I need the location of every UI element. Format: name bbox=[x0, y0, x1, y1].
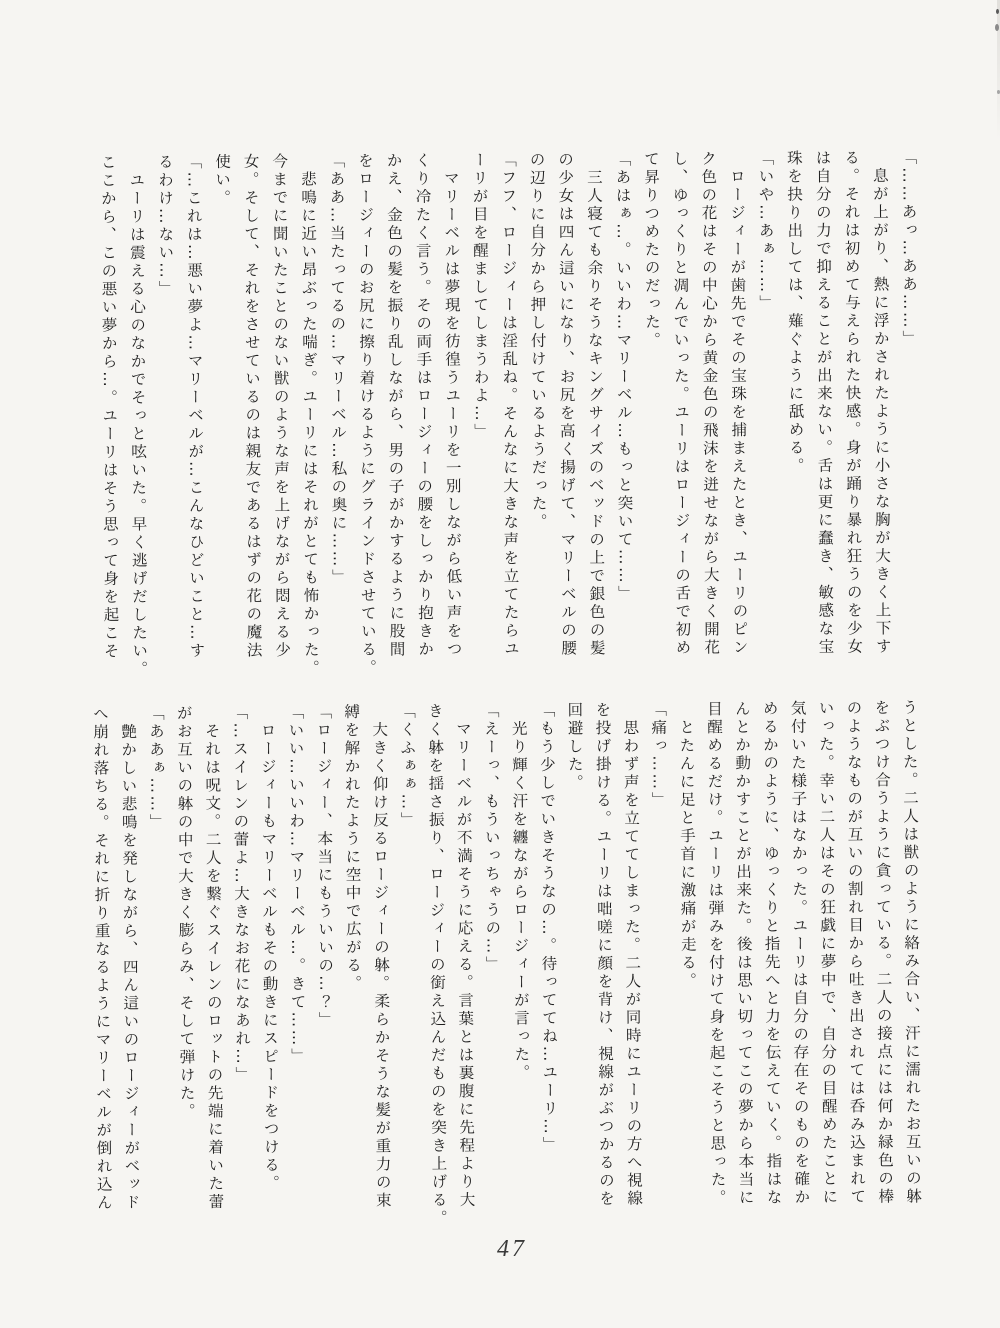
scan-artifact bbox=[995, 24, 999, 31]
scan-artifact bbox=[996, 9, 999, 14]
story-text-block-top: 「……あっ…ああ……」 息が上がり、熱に浮かされたように小さな胸が大きく上下す る。それは初めて与えられた快感。身が踊り暴れ狂うのを少女 は自分の力で抑えることが出来ない。舌は更に蠢き、敏感な宝 珠を抉り出しては、薙ぐように舐める。 「いや…あぁ……」 ロージィーが歯先でその宝珠を捕まえたとき、ユーリのピン ク色の花はその中心から黄金色の飛沫を迸せながら大きく開花 し、ゆっくりと凋んでいった。ユーリはロージィーの舌で初め て昇りつめたのだった。 「あはぁ…。いいわ…マリーベル…もっと突いて……」 三人寝ても余りそうなキングサイズのベッドの上で銀色の髪 の少女は四ん這いになり、お尻を高く揚げて、マリーベルの腰 の辺りに自分から押し付けているようだった。 「フフ、ロージィーは淫乱ね。そんなに大きな声を立てたらユ ーリが目を醒ましてしまうわよ…」 マリーベルは夢現を彷徨うユーリを一別しながら低い声をつ くり冷たく言う。その両手はロージィーの腰をしっかり抱きか かえ、金色の髪を振り乱しながら、男の子がかするように股間 をロージィーのお尻に擦り着けるようにグラインドさせている。 「ああ…当たってるの…マリーベル…私の奥に……」 悲鳴に近い昂ぶった喘ぎ。ユーリにはそれがとても怖かった。 今までに聞いたことのない獣のような声を上げながら悶える少 女。そして、それをさせているのは親友であるはずの花の魔法 使い。 「…これは…悪い夢よ…マリーベルが…こんなひどいこと…す るわけ…ない…」 ユーリは震える心のなかでそっと呟いた。早く逃げだしたい。 ここから、この悪い夢から…。ユーリはそう思って身を起こそ bbox=[98, 149, 919, 679]
page-number: 47 bbox=[497, 1236, 527, 1262]
story-text-block-bottom: うとした。二人は獣のように絡み合い、汗に濡れたお互いの躰 をぶつけ合うように貪っている。二人の接点には何か緑色の棒 のようなものが互いの割れ目から吐き出されては呑み込まれて いった。幸い二人はその狂戯に夢中で、自分の目醒めたことに 気付いた様子はなかった。ユーリは自分の存在そのものを確か めるかのように、ゆっくりと指先へと力を伝えていく。指はな んとか動かすことが出来た。後は思い切ってこの夢から本当に 目醒めるだけ。ユーリは弾みを付けて身を起こそうと思った。 とたんに足と手首に激痛が走る。 「痛っ……」 思わず声を立ててしまった。二人が同時にユーリの方へ視線 を投げ掛ける。ユーリは咄嗟に顔を背け、視線がぶつかるのを 回避した。 「もう少しでいきそうなの…。待っててね…ユーリ…」 光り輝く汗を纏ながらロージィーが言った。 「えーっ、もういっちゃうの…」 マリーベルが不満そうに応える。言葉とは裏腹に先程より大 きく躰を揺さ振り、ロージィーの銜え込んだものを突き上げる。 「くふぁぁ…」 大きく仰け反るロージィーの躰。柔らかそうな髪が重力の束 縛を解かれたように空中で広がる。 「ロージィー、本当にもういいの…？」 「いい…いいわ…マリーベル…。きて……」 ロージィーもマリーベルもその動きにスピードをつける。 「…スイレンの蕾よ…大きなお花になあれ…」 それは呪文。二人を繋ぐスイレンのロットの先端に着いた蕾 がお互いの躰の中で大きく膨らみ、そして弾けた。 「ああぁ……」 艶かしい悲鳴を発しながら、四ん這いのロージィーがベッド へ崩れ落ちる。それに折り重なるようにマリーベルが倒れ込ん bbox=[90, 699, 922, 1228]
